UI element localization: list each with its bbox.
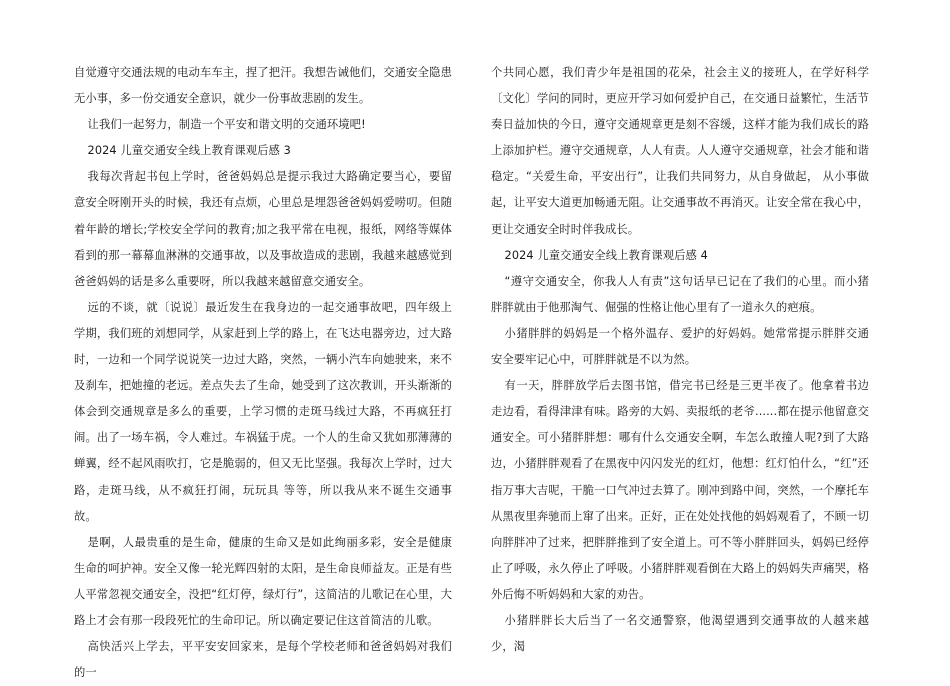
paragraph: 让我们一起努力，制造一个平安和谐文明的交通环境吧! bbox=[87, 118, 366, 132]
right-text-column bbox=[491, 60, 869, 660]
section-heading: 2024 儿童交通安全线上教育课观后感 3 bbox=[87, 144, 291, 158]
section-heading: 2024 儿童交通安全线上教育课观后感 4 bbox=[504, 248, 708, 262]
paragraph: 我每次背起书包上学时，爸爸妈妈总是提示我过大路确定要当心，要留意安全呀刚开头的时候，我还有点烦，心里总是埋怨爸爸妈妈爱唠叨。但随着年龄的增长;学校安全学问的教育;加之我平常在电视，报纸，网络等媒体看到的那一幕幕血淋淋的交通事故，以及事故造成的悲剧，我越来越感觉到爸爸妈妈的话是多么重要呀，所以我越来越留意交通安全。 bbox=[74, 170, 452, 288]
paragraph: 小猪胖胖的妈妈是一个格外温存、爱护的好妈妈。她常常提示胖胖交通安全要牢记心中，可胖胖就是不以为然。 bbox=[491, 326, 869, 367]
paragraph: 自觉遵守交通法规的电动车车主，捏了把汗。我想告诫他们，交通安全隐患无小事，多一份交通安全意识，就少一份事故悲剧的发生。 bbox=[74, 66, 452, 106]
paragraph: 远的不谈，就〔说说〕最近发生在我身边的一起交通事故吧，四年级上学期，我们班的刘想同学，从家赶到上学的路上，在飞达电器旁边，过大路时，一边和一个同学说说笑一边过大路，突然，一辆小汽车向她驶来，来不及刹车，把她撞的老远。差点失去了生命，她受到了这次教训，开头渐渐的体会到交通规章是多么的重要，上学习惯的走斑马线过大路，不再疯狂打闹。出了一场车祸，令人难过。车祸猛于虎。一个人的生命又犹如那薄薄的蝉翼，经不起风雨吹打，它是脆弱的，但又无比坚强。我每次上学时，过大路，走斑马线，从不疯狂打闹，玩玩具 等等，所以我从来不诞生交通事故。 bbox=[74, 300, 452, 523]
paragraph: 个共同心愿，我们青少年是祖国的花朵，社会主义的接班人，在学好科学〔文化〕学问的同时，更应开学习如何爱护自己，在交通日益繁忙，生活节奏日益加快的今日，遵守交通规章更是刻不容缓，这样才能为我们成长的路上添加护栏。遵守交通规章，人人有责。人人遵守交通规章，社会才能和谐稳定。“关爱生命，平安出行”，让我们共同努力，从自身做起， 从小事做起，让平安大道更加畅通无阻。让交通事故不再消灭。让安全常在我心中，更让交通安全时时伴我成长。 bbox=[491, 66, 869, 236]
left-text-column bbox=[74, 60, 452, 686]
paragraph: “遵守交通安全，你我人人有责”这句话早已记在了我们的心里。而小猪胖胖就由于他那淘气、倔强的性格让他心里有了一道永久的疤痕。 bbox=[491, 274, 869, 314]
paragraph: 小猪胖胖长大后当了一名交通警察，他渴望遇到交通事故的人越来越少，渴 bbox=[491, 613, 869, 654]
paragraph: 是啊，人最贵重的是生命，健康的生命又是如此绚丽多彩，安全是健康生命的呵护神。安全又像一轮光辉四射的太阳，是生命良师益友。正是有些人平常忽视交通安全，没把“红灯停，绿灯行”，这简洁的儿歌记在心里，大路上才会有那一段段死忙的生命印记。所以确定要记住这首简洁的儿歌。 bbox=[74, 535, 452, 627]
paragraph: 高快活兴上学去，平平安安回家来，是每个学校老师和爸爸妈妈对我们的一 bbox=[74, 640, 452, 680]
paragraph: 有一天，胖胖放学后去图书馆，借完书已经是三更半夜了。他拿着书边走边看，看得津津有味。路旁的大妈、卖报纸的老爷......都在提示他留意交通安全。可小猪胖胖想：哪有什么交通安全啊，车怎么敢撞人呢?到了大路边，小猪胖胖观看了在黑夜中闪闪发光的红灯，他想：红灯怕什么，“红”还指万事大吉呢，干脆一口气冲过去算了。刚冲到路中间，突然，一个摩托车从黑夜里奔驰而上窜了出来。正好，正在处处找他的妈妈观看了，不顾一切向胖胖冲了过来，把胖胖推到了安全道上。可不等小胖胖回头，妈妈已经停止了呼吸，永久停止了呼吸。小猪胖胖观看倒在大路上的妈妈失声痛哭，格外后悔不听妈妈和大家的劝告。 bbox=[491, 379, 869, 601]
